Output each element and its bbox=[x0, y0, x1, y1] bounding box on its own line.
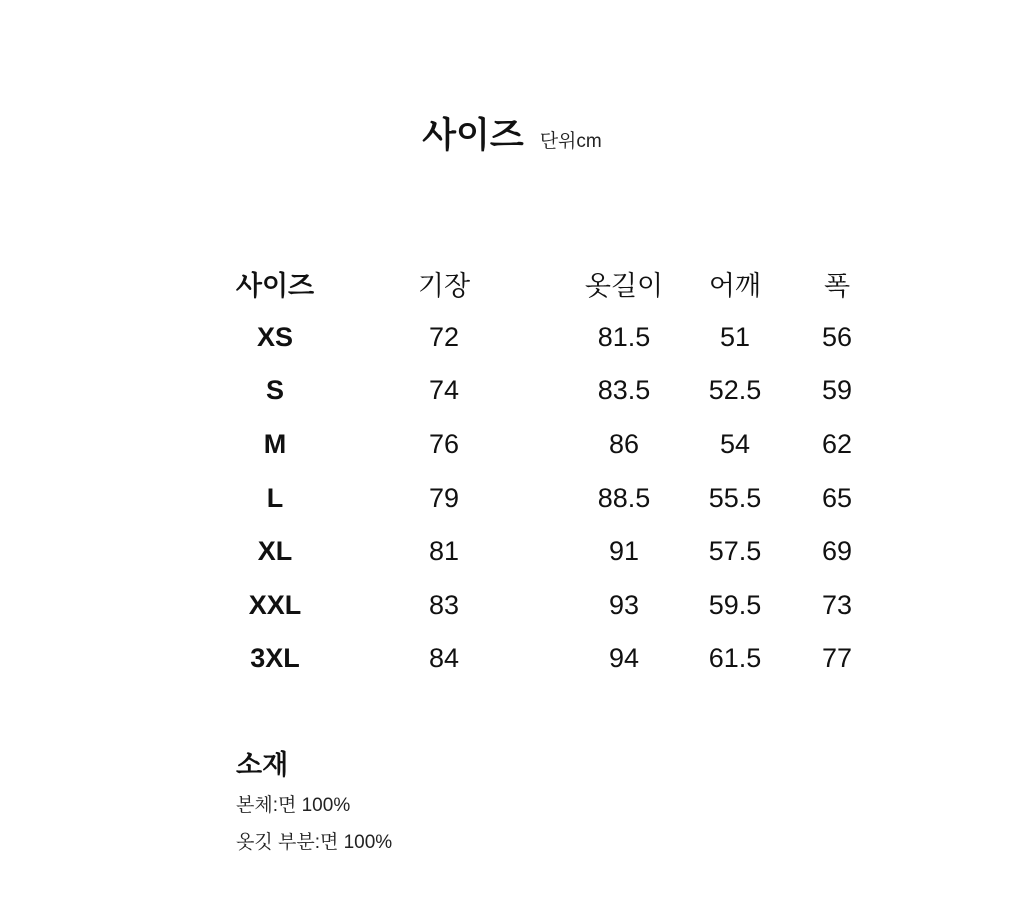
table-cell: 79 bbox=[428, 482, 460, 513]
table-cell: 51 bbox=[719, 321, 751, 352]
table-row bbox=[228, 418, 886, 472]
size-cell: XS bbox=[256, 321, 294, 352]
table-row bbox=[228, 311, 886, 365]
material-body-line: 본체:면 100% bbox=[236, 795, 351, 816]
table-cell: 54 bbox=[719, 429, 751, 460]
material-collar-line: 옷깃 부분:면 100% bbox=[236, 832, 393, 853]
table-cell: 91 bbox=[608, 536, 640, 567]
table-cell: 52.5 bbox=[708, 375, 762, 406]
size-cell: S bbox=[265, 375, 284, 406]
page-title: 사이즈 bbox=[422, 116, 524, 155]
table-cell: 77 bbox=[821, 643, 853, 674]
table-cell: 83 bbox=[428, 589, 460, 620]
table-row bbox=[228, 579, 886, 633]
size-table bbox=[228, 257, 886, 686]
table-row bbox=[228, 364, 886, 418]
table-cell: 59.5 bbox=[708, 589, 762, 620]
size-cell: L bbox=[266, 482, 284, 513]
column-header-width: 폭 bbox=[823, 271, 851, 302]
size-cell: 3XL bbox=[250, 643, 300, 674]
column-header-shoulder: 어깨 bbox=[708, 271, 762, 302]
table-cell: 93 bbox=[608, 589, 640, 620]
table-cell: 65 bbox=[821, 482, 853, 513]
table-header-row bbox=[228, 257, 886, 311]
table-cell: 84 bbox=[428, 643, 460, 674]
material-title: 소재 bbox=[236, 750, 289, 780]
table-row bbox=[228, 525, 886, 579]
table-cell: 81.5 bbox=[597, 321, 651, 352]
table-cell: 59 bbox=[821, 375, 853, 406]
size-cell: XL bbox=[257, 536, 293, 567]
column-header-body-length: 옷길이 bbox=[584, 271, 664, 302]
title-row bbox=[0, 108, 1024, 158]
table-cell: 72 bbox=[428, 321, 460, 352]
table-cell: 61.5 bbox=[708, 643, 762, 674]
table-cell: 94 bbox=[608, 643, 640, 674]
table-cell: 73 bbox=[821, 589, 853, 620]
table-cell: 86 bbox=[608, 429, 640, 460]
table-row bbox=[228, 632, 886, 686]
table-cell: 74 bbox=[428, 375, 460, 406]
table-cell: 76 bbox=[428, 429, 460, 460]
column-header-length: 기장 bbox=[417, 271, 471, 302]
table-cell: 56 bbox=[821, 321, 853, 352]
table-cell: 83.5 bbox=[597, 375, 651, 406]
table-cell: 57.5 bbox=[708, 536, 762, 567]
size-cell: M bbox=[263, 429, 287, 460]
table-cell: 62 bbox=[821, 429, 853, 460]
table-cell: 81 bbox=[428, 536, 460, 567]
table-cell: 88.5 bbox=[597, 482, 651, 513]
table-row bbox=[228, 471, 886, 525]
column-header-size: 사이즈 bbox=[235, 271, 315, 302]
size-cell: XXL bbox=[248, 589, 302, 620]
unit-label: 단위cm bbox=[539, 131, 602, 152]
table-cell: 55.5 bbox=[708, 482, 762, 513]
table-cell: 69 bbox=[821, 536, 853, 567]
